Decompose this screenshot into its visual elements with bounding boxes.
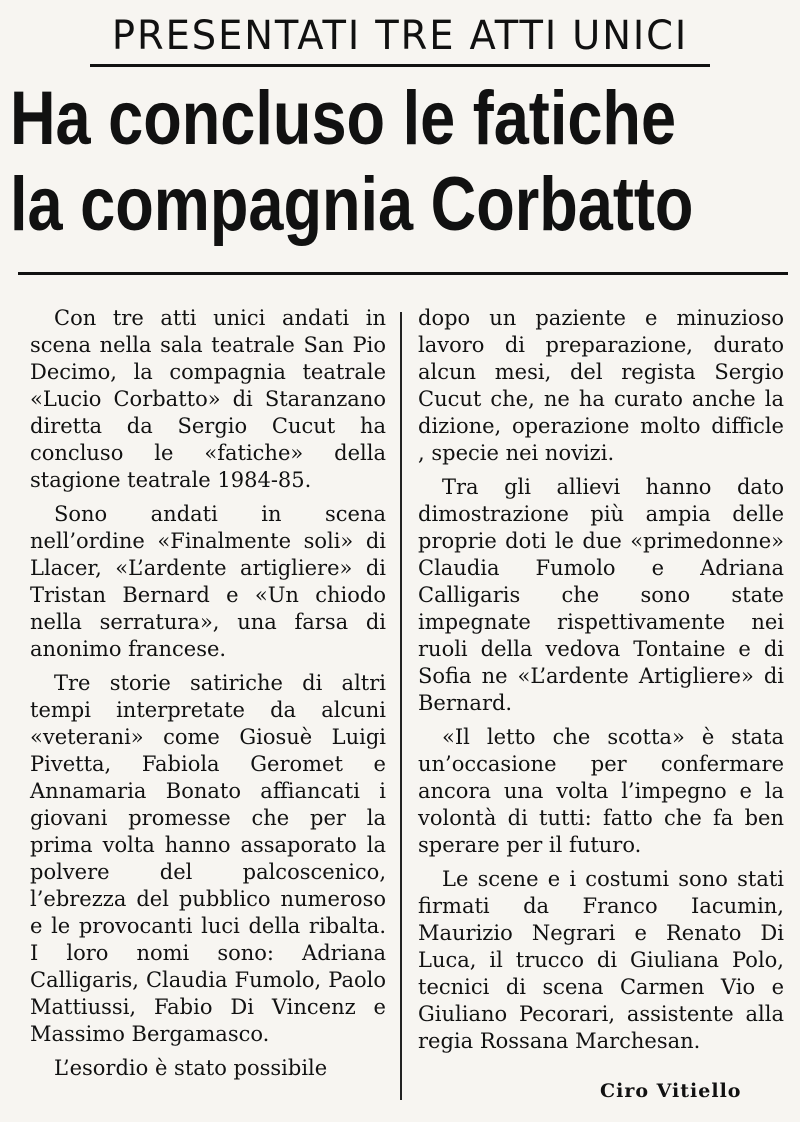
paragraph: «Il letto che scotta» è stata un’occasione per confermare ancora una volta l’impegno e la volontà di tutti: fatto che fa ben sperare per il futuro. <box>418 725 784 857</box>
column-divider <box>400 312 402 1100</box>
left-column <box>30 305 386 1089</box>
paragraph: Le scene e i costumi sono stati firmati da Franco Iacumin, Maurizio Negrari e Renato Di Luca, il trucco di Giuliana Polo, tecnici di scena Carmen Vio e Giuliano Pecorari, assistente alla regia Rossana Marchesan. <box>418 867 784 1053</box>
paragraph: Sono andati in scena nell’ordine «Finalmente soli» di Llacer, «L’ardente artigliere» di Tristan Bernard e «Un chiodo nella serratura», una farsa di anonimo francese. <box>30 502 386 661</box>
right-column <box>418 305 784 1062</box>
kicker-rule <box>90 64 710 67</box>
paragraph: Tra gli allievi hanno dato dimostrazione più ampia delle proprie doti le due «primedonne» Claudia Fumolo e Adriana Calligaris che sono state impegnate rispettivamente nei ruoli della vedova Tontaine e di Sofia ne «L’ardente Artigliere» di Bernard. <box>418 475 784 715</box>
headline-line-1: Ha concluso le fatiche <box>10 76 677 161</box>
headline <box>10 76 785 248</box>
kicker-title: PRESENTATI TRE ATTI UNICI <box>111 13 689 59</box>
paragraph: Tre storie satiriche di altri tempi interpretate da alcuni «veterani» come Giosuè Luigi Pivetta, Fabiola Geromet e Annamaria Bonato affiancati i giovani promesse che per la prima volta hanno assaporato la polvere del palcoscenico, l’ebrezza del pubblico numeroso e le provocanti luci della ribalta. I loro nomi sono: Adriana Calligaris, Claudia Fumolo, Paolo Mattiussi, Fabio Di Vincenz e Massimo Bergamasco. <box>30 671 386 1046</box>
byline: Ciro Vitiello <box>600 1080 742 1102</box>
paragraph: dopo un paziente e minuzioso lavoro di preparazione, durato alcun mesi, del regista Sergio Cucut che, ne ha curato anche la dizione, operazione molto difficle , specie nei novizi. <box>418 306 784 465</box>
headline-rule <box>18 272 788 275</box>
headline-line-2: la compagnia Corbatto <box>10 162 694 247</box>
paragraph: Con tre atti unici andati in scena nella sala teatrale San Pio Decimo, la compagnia teatrale «Lucio Corbatto» di Staranzano diretta da Sergio Cucut ha concluso le «fatiche» della stagione teatrale 1984-85. <box>30 306 386 492</box>
paragraph: L’esordio è stato possibile <box>54 1056 328 1080</box>
